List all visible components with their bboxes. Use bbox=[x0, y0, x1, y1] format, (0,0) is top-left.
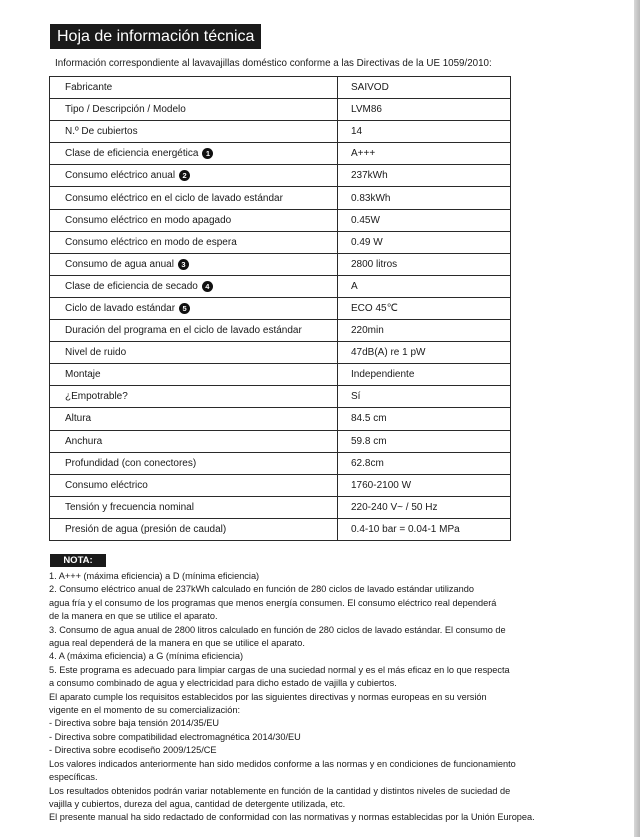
note-line: vigente en el momento de su comercialización: bbox=[49, 705, 240, 716]
table-row bbox=[50, 386, 511, 408]
page-edge-shadow bbox=[634, 0, 640, 837]
note-line: 1. A+++ (máxima eficiencia) a D (mínima eficiencia) bbox=[49, 571, 260, 581]
row-value: Sí bbox=[338, 386, 511, 408]
table-row bbox=[50, 143, 511, 165]
footnote-marker-icon: 3 bbox=[178, 259, 189, 270]
note-line: agua fría y el consumo de los programas que menos energía consumen. El consumo eléctrico real dependerá bbox=[49, 597, 497, 608]
table-row bbox=[50, 165, 511, 187]
row-label: Fabricante bbox=[65, 82, 113, 94]
table-row bbox=[50, 275, 511, 297]
note-line: - Directiva sobre baja tensión 2014/35/EU bbox=[49, 718, 220, 729]
table-row bbox=[50, 364, 511, 386]
row-value: 220-240 V~ / 50 Hz bbox=[338, 496, 511, 518]
row-value: 62.8cm bbox=[338, 452, 511, 474]
row-label-cell bbox=[50, 496, 338, 518]
row-value: 0.49 W bbox=[338, 231, 511, 253]
row-value: 0.4-10 bar = 0.04-1 MPa bbox=[338, 518, 511, 540]
table-row bbox=[50, 430, 511, 452]
footnote-marker-icon: 2 bbox=[179, 170, 190, 181]
table-row bbox=[50, 99, 511, 121]
row-label: Consumo eléctrico en modo apagado bbox=[65, 214, 232, 226]
note-line: agua real dependerá de la manera en que se utilice el aparato. bbox=[49, 638, 305, 649]
row-label: Clase de eficiencia de secado bbox=[65, 280, 198, 292]
note-line: de la manera en que se utilice el aparato. bbox=[49, 611, 218, 622]
row-label-cell bbox=[50, 165, 338, 187]
row-label-cell bbox=[50, 408, 338, 430]
row-label-cell bbox=[50, 187, 338, 209]
table-row bbox=[50, 187, 511, 209]
table-row bbox=[50, 408, 511, 430]
row-value: 47dB(A) re 1 pW bbox=[338, 342, 511, 364]
notes-list bbox=[49, 570, 589, 825]
intro-text: Información correspondiente al lavavajillas doméstico conforme a las Directivas de la UE 1059/2010: bbox=[55, 58, 492, 69]
note-line: a consumo combinado de agua y electricidad para dicho estado de vajilla y cubiertos. bbox=[49, 678, 397, 689]
row-value: 2800 litros bbox=[338, 253, 511, 275]
note-line: 4. A (máxima eficiencia) a G (mínima eficiencia) bbox=[49, 651, 244, 662]
row-value: LVM86 bbox=[338, 99, 511, 121]
row-label-cell bbox=[50, 77, 338, 99]
page-title: Hoja de información técnica bbox=[50, 24, 261, 49]
nota-badge: NOTA: bbox=[50, 554, 106, 567]
row-label-cell bbox=[50, 209, 338, 231]
row-label-cell bbox=[50, 253, 338, 275]
row-value: ECO 45℃ bbox=[338, 297, 511, 319]
table-row bbox=[50, 474, 511, 496]
row-label: Consumo eléctrico bbox=[65, 479, 148, 491]
row-label: Tipo / Descripción / Modelo bbox=[65, 104, 186, 116]
row-value: 237kWh bbox=[338, 165, 511, 187]
row-label: Clase de eficiencia energética bbox=[65, 148, 199, 160]
row-label-cell bbox=[50, 275, 338, 297]
row-value: 14 bbox=[338, 121, 511, 143]
row-label: Consumo eléctrico anual bbox=[65, 170, 176, 182]
row-label-cell bbox=[50, 320, 338, 342]
table-row bbox=[50, 121, 511, 143]
row-value: 0.45W bbox=[338, 209, 511, 231]
note-line: Los resultados obtenidos podrán variar notablemente en función de la cantidad y distintos niveles de suciedad de bbox=[49, 785, 511, 796]
row-label: Presión de agua (presión de caudal) bbox=[65, 523, 227, 535]
row-label-cell bbox=[50, 518, 338, 540]
row-label-cell bbox=[50, 342, 338, 364]
spec-table bbox=[49, 76, 511, 541]
row-label-cell bbox=[50, 297, 338, 319]
row-label-cell bbox=[50, 364, 338, 386]
note-line: Los valores indicados anteriormente han sido medidos conforme a las normas y en condiciones de funcionamiento bbox=[49, 758, 516, 769]
row-value: A+++ bbox=[338, 143, 511, 165]
row-label: Consumo eléctrico en modo de espera bbox=[65, 236, 237, 248]
note-line: 2. Consumo eléctrico anual de 237kWh calculado en función de 280 ciclos de lavado estándar utilizando bbox=[49, 584, 474, 595]
row-value: 1760-2100 W bbox=[338, 474, 511, 496]
row-label-cell bbox=[50, 474, 338, 496]
row-label: Tensión y frecuencia nominal bbox=[65, 501, 194, 513]
row-value: A bbox=[338, 275, 511, 297]
row-label: Anchura bbox=[65, 435, 103, 447]
row-label-cell bbox=[50, 386, 338, 408]
row-value: 59.8 cm bbox=[338, 430, 511, 452]
table-row bbox=[50, 209, 511, 231]
footnote-marker-icon: 5 bbox=[179, 303, 190, 314]
row-value: 220min bbox=[338, 320, 511, 342]
note-line: El aparato cumple los requisitos establecidos por las siguientes directivas y normas europeas en su versión bbox=[49, 691, 487, 702]
note-line: vajilla y cubiertos, dureza del agua, cantidad de detergente utilizada, etc. bbox=[49, 798, 346, 809]
table-row bbox=[50, 452, 511, 474]
row-value: 84.5 cm bbox=[338, 408, 511, 430]
row-label: ¿Empotrable? bbox=[65, 391, 128, 403]
note-line: 5. Este programa es adecuado para limpiar cargas de una suciedad normal y es el más eficaz en lo que respecta bbox=[49, 664, 510, 675]
row-label: Ciclo de lavado estándar bbox=[65, 303, 176, 315]
table-row bbox=[50, 253, 511, 275]
table-row bbox=[50, 342, 511, 364]
note-line: específicas. bbox=[49, 772, 98, 783]
row-value: Independiente bbox=[338, 364, 511, 386]
note-line: El presente manual ha sido redactado de conformidad con las normativas y normas establecidas por la Unión Europea. bbox=[49, 812, 535, 823]
note-line: 3. Consumo de agua anual de 2800 litros calculado en función de 280 ciclos de lavado estándar. El consumo de bbox=[49, 624, 506, 635]
row-label: Consumo eléctrico en el ciclo de lavado estándar bbox=[65, 192, 283, 204]
row-value: 0.83kWh bbox=[338, 187, 511, 209]
row-label: Montaje bbox=[65, 369, 101, 381]
row-label-cell bbox=[50, 99, 338, 121]
row-label: Nivel de ruido bbox=[65, 347, 127, 359]
footnote-marker-icon: 4 bbox=[202, 281, 213, 292]
note-line: - Directiva sobre compatibilidad electromagnética 2014/30/EU bbox=[49, 731, 301, 742]
row-label-cell bbox=[50, 430, 338, 452]
row-label: Profundidad (con conectores) bbox=[65, 457, 197, 469]
table-row bbox=[50, 231, 511, 253]
row-label-cell bbox=[50, 143, 338, 165]
note-line: - Directiva sobre ecodiseño 2009/125/CE bbox=[49, 745, 217, 756]
table-row bbox=[50, 518, 511, 540]
row-label: Consumo de agua anual bbox=[65, 258, 174, 270]
row-label: Duración del programa en el ciclo de lavado estándar bbox=[65, 325, 302, 337]
row-label-cell bbox=[50, 121, 338, 143]
row-value: SAIVOD bbox=[338, 77, 511, 99]
table-row bbox=[50, 297, 511, 319]
table-row bbox=[50, 320, 511, 342]
table-row bbox=[50, 496, 511, 518]
row-label-cell bbox=[50, 452, 338, 474]
row-label: Altura bbox=[65, 413, 92, 425]
table-row bbox=[50, 77, 511, 99]
row-label-cell bbox=[50, 231, 338, 253]
spec-table-body bbox=[50, 77, 511, 541]
row-label: N.º De cubiertos bbox=[65, 126, 138, 138]
footnote-marker-icon: 1 bbox=[202, 148, 213, 159]
